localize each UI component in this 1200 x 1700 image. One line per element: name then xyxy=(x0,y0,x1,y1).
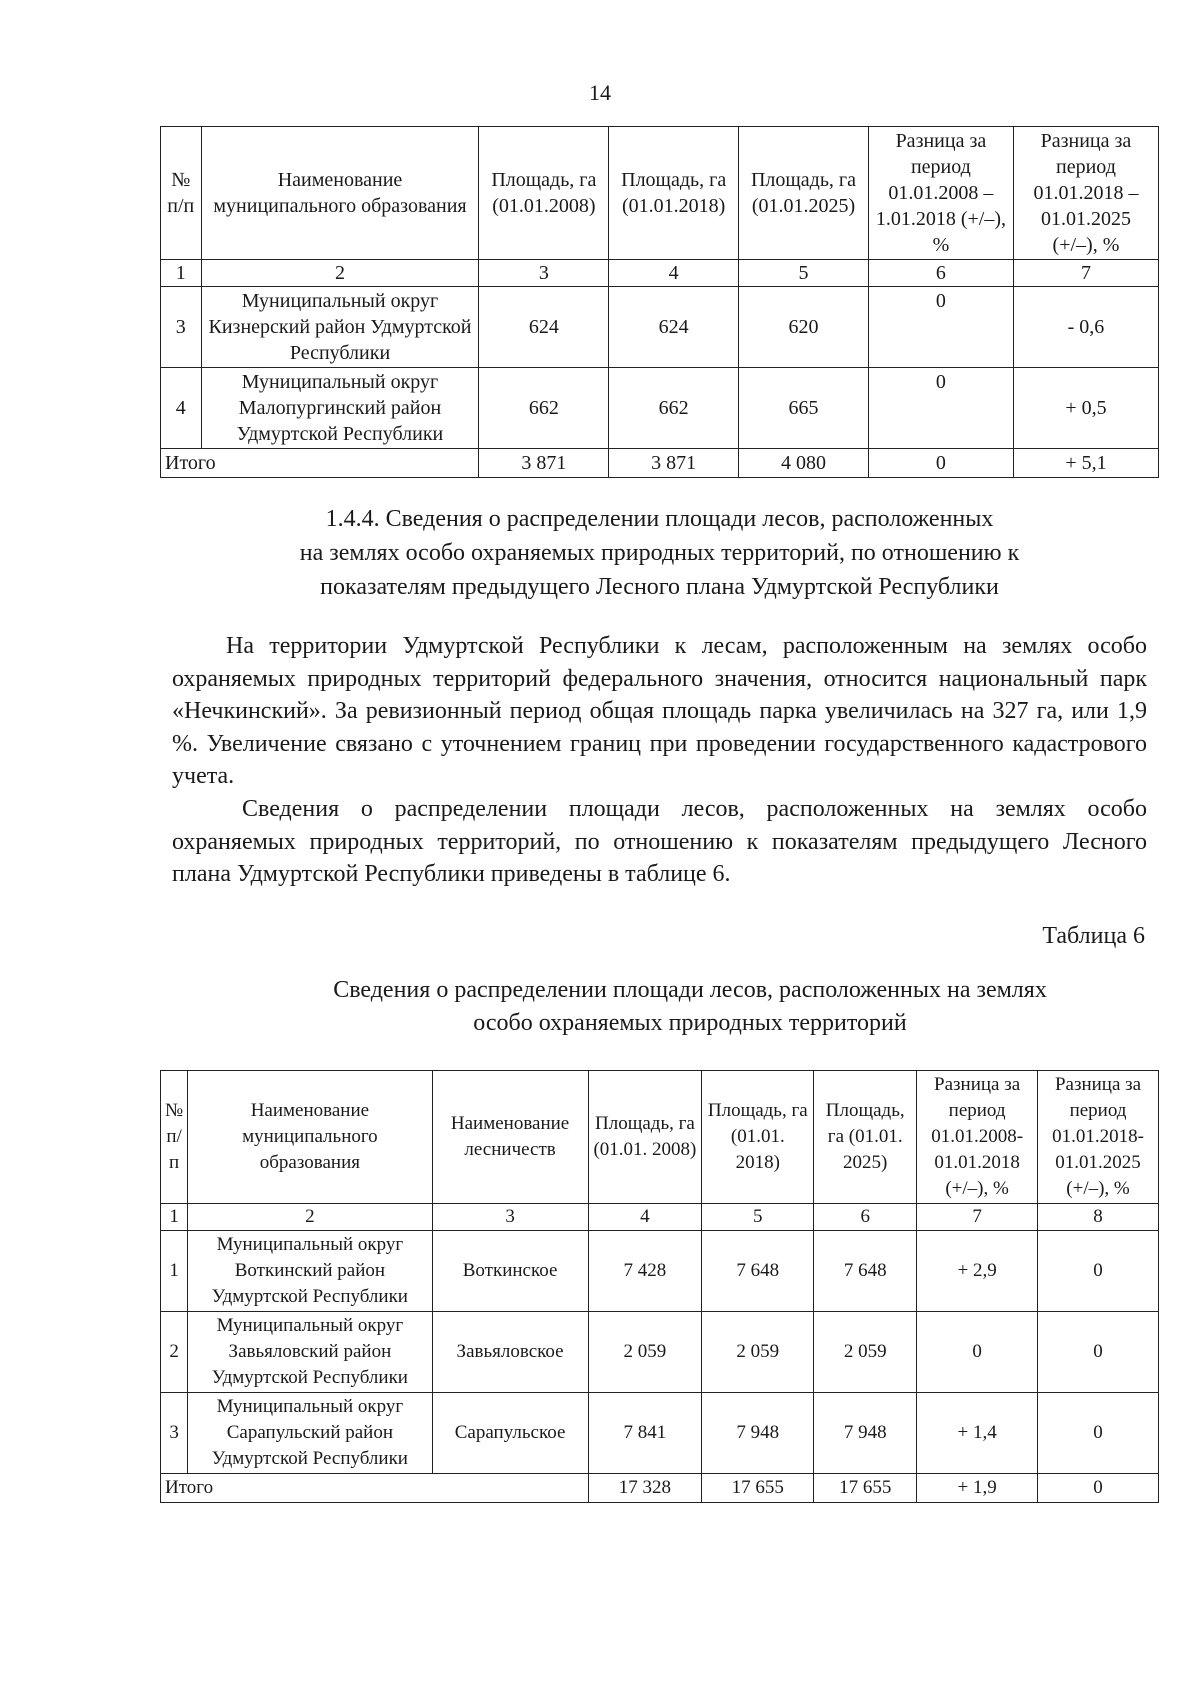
total-area-2008: 17 328 xyxy=(588,1474,702,1503)
paragraph: На территории Удмуртской Республики к лесам, расположенным на землях особо охраняемых природных территорий федерального значения, относится национальный парк «Нечкинский». За ревизионный период общая площадь парка увеличилась на 327 га, или 1,9 %. Увеличение связано с уточнением границ при проведении государственного кадастрового учета. xyxy=(172,633,1147,790)
column-number: 3 xyxy=(432,1204,588,1231)
diff-2008-2018: + 2,9 xyxy=(917,1231,1038,1312)
table-row xyxy=(161,287,1159,368)
header-cell: Разница за период 01.01.2018- 01.01.2025 (+/–), % xyxy=(1038,1071,1159,1204)
area-2008: 2 059 xyxy=(588,1312,702,1393)
municipality-name: Муниципальный округ Кизнерский район Удмуртской Республики xyxy=(201,287,479,368)
forestry-name: Воткинское xyxy=(432,1231,588,1312)
header-cell: Площадь, га (01.01.2025) xyxy=(739,127,869,260)
area-2008: 662 xyxy=(479,368,609,449)
table-row xyxy=(161,1393,1159,1474)
column-number: 6 xyxy=(868,260,1013,287)
diff-2018-2025: 0 xyxy=(1038,1231,1159,1312)
column-number-row xyxy=(161,1204,1159,1231)
section-heading-line: на землях особо охраняемых природных территорий, по отношению к xyxy=(299,540,1020,566)
header-cell: Площадь, га (01.01. 2018) xyxy=(702,1071,814,1204)
area-2008: 7 841 xyxy=(588,1393,702,1474)
protected-areas-forest-table xyxy=(160,1070,1159,1503)
page-number: 14 xyxy=(589,80,611,105)
total-row xyxy=(161,449,1159,478)
header-cell: Наименование лесничеств xyxy=(432,1071,588,1204)
area-2008: 624 xyxy=(479,287,609,368)
area-2018: 624 xyxy=(609,287,739,368)
header-cell: № п/п xyxy=(161,1071,188,1204)
diff-2018-2025: - 0,6 xyxy=(1013,287,1158,368)
municipality-name: Муниципальный округ Воткинский район Удмуртской Республики xyxy=(188,1231,433,1312)
area-2025: 665 xyxy=(739,368,869,449)
header-cell: Площадь, га (01.01.2008) xyxy=(479,127,609,260)
header-cell: Разница за период 01.01.2008- 01.01.2018 (+/–), % xyxy=(917,1071,1038,1204)
area-2018: 7 648 xyxy=(702,1231,814,1312)
section-heading xyxy=(160,502,1159,604)
row-number: 3 xyxy=(161,1393,188,1474)
municipality-name: Муниципальный округ Сарапульский район Удмуртской Республики xyxy=(188,1393,433,1474)
header-cell: Разница за период 01.01.2008 – 1.01.2018 (+/–), % xyxy=(868,127,1013,260)
table-row xyxy=(161,368,1159,449)
header-cell: Наименование муниципального образования xyxy=(201,127,479,260)
total-area-2018: 3 871 xyxy=(609,449,739,478)
total-area-2025: 17 655 xyxy=(814,1474,917,1503)
section-heading-line: показателям предыдущего Лесного плана Удмуртской Республики xyxy=(320,574,999,600)
column-number: 7 xyxy=(917,1204,1038,1231)
column-number: 2 xyxy=(201,260,479,287)
municipality-name: Муниципальный округ Малопургинский район Удмуртской Республики xyxy=(201,368,479,449)
total-label: Итого xyxy=(161,1474,589,1503)
column-number: 8 xyxy=(1038,1204,1159,1231)
area-2025: 7 948 xyxy=(814,1393,917,1474)
row-number: 3 xyxy=(161,287,202,368)
area-2025: 2 059 xyxy=(814,1312,917,1393)
diff-2008-2018: 0 xyxy=(917,1312,1038,1393)
municipality-name: Муниципальный округ Завьяловский район Удмуртской Республики xyxy=(188,1312,433,1393)
forestry-name: Сарапульское xyxy=(432,1393,588,1474)
forestry-name: Завьяловское xyxy=(432,1312,588,1393)
column-number-row xyxy=(161,260,1159,287)
column-number: 1 xyxy=(161,260,202,287)
total-area-2025: 4 080 xyxy=(739,449,869,478)
total-diff-2008-2018: + 1,9 xyxy=(917,1474,1038,1503)
header-cell: Площадь, га (01.01. 2008) xyxy=(588,1071,702,1204)
header-cell: Наименование муниципального образования xyxy=(188,1071,433,1204)
table-row xyxy=(161,1312,1159,1393)
diff-2018-2025: 0 xyxy=(1038,1393,1159,1474)
area-2018: 2 059 xyxy=(702,1312,814,1393)
table-title xyxy=(240,974,1140,1040)
header-cell: Площадь, га (01.01. 2025) xyxy=(814,1071,917,1204)
column-number: 3 xyxy=(479,260,609,287)
row-number: 1 xyxy=(161,1231,188,1312)
total-diff-2008-2018: 0 xyxy=(868,449,1013,478)
column-number: 4 xyxy=(588,1204,702,1231)
column-number: 1 xyxy=(161,1204,188,1231)
table-title-line: особо охраняемых природных территорий xyxy=(473,1010,907,1036)
total-area-2018: 17 655 xyxy=(702,1474,814,1503)
area-2025: 620 xyxy=(739,287,869,368)
header-cell: Разница за период 01.01.2018 – 01.01.2025 (+/–), % xyxy=(1013,127,1158,260)
forest-area-table-continued xyxy=(160,126,1159,478)
body-text xyxy=(172,630,1147,891)
column-number: 5 xyxy=(702,1204,814,1231)
area-2008: 7 428 xyxy=(588,1231,702,1312)
table-label: Таблица 6 xyxy=(1042,923,1145,949)
table-header-row xyxy=(161,127,1159,260)
diff-2008-2018: 0 xyxy=(868,287,1013,368)
area-2018: 7 948 xyxy=(702,1393,814,1474)
column-number: 7 xyxy=(1013,260,1158,287)
column-number: 6 xyxy=(814,1204,917,1231)
row-number: 2 xyxy=(161,1312,188,1393)
section-heading-line: 1.4.4. Сведения о распределении площади лесов, расположенных xyxy=(325,506,994,532)
row-number: 4 xyxy=(161,368,202,449)
area-2025: 7 648 xyxy=(814,1231,917,1312)
paragraph: Сведения о распределении площади лесов, расположенных на землях особо охраняемых природных территорий, по отношению к показателям предыдущего Лесного плана Удмуртской Республики приведены в таблице 6. xyxy=(172,795,1147,888)
area-2018: 662 xyxy=(609,368,739,449)
diff-2018-2025: 0 xyxy=(1038,1312,1159,1393)
total-area-2008: 3 871 xyxy=(479,449,609,478)
table-header-row xyxy=(161,1071,1159,1204)
table-row xyxy=(161,1231,1159,1312)
total-diff-2018-2025: 0 xyxy=(1038,1474,1159,1503)
header-cell: Площадь, га (01.01.2018) xyxy=(609,127,739,260)
header-cell: № п/п xyxy=(161,127,202,260)
diff-2008-2018: + 1,4 xyxy=(917,1393,1038,1474)
table-title-line: Сведения о распределении площади лесов, расположенных на землях xyxy=(333,977,1047,1003)
column-number: 5 xyxy=(739,260,869,287)
total-row xyxy=(161,1474,1159,1503)
diff-2008-2018: 0 xyxy=(868,368,1013,449)
diff-2018-2025: + 0,5 xyxy=(1013,368,1158,449)
column-number: 4 xyxy=(609,260,739,287)
column-number: 2 xyxy=(188,1204,433,1231)
total-diff-2018-2025: + 5,1 xyxy=(1013,449,1158,478)
total-label: Итого xyxy=(161,449,479,478)
